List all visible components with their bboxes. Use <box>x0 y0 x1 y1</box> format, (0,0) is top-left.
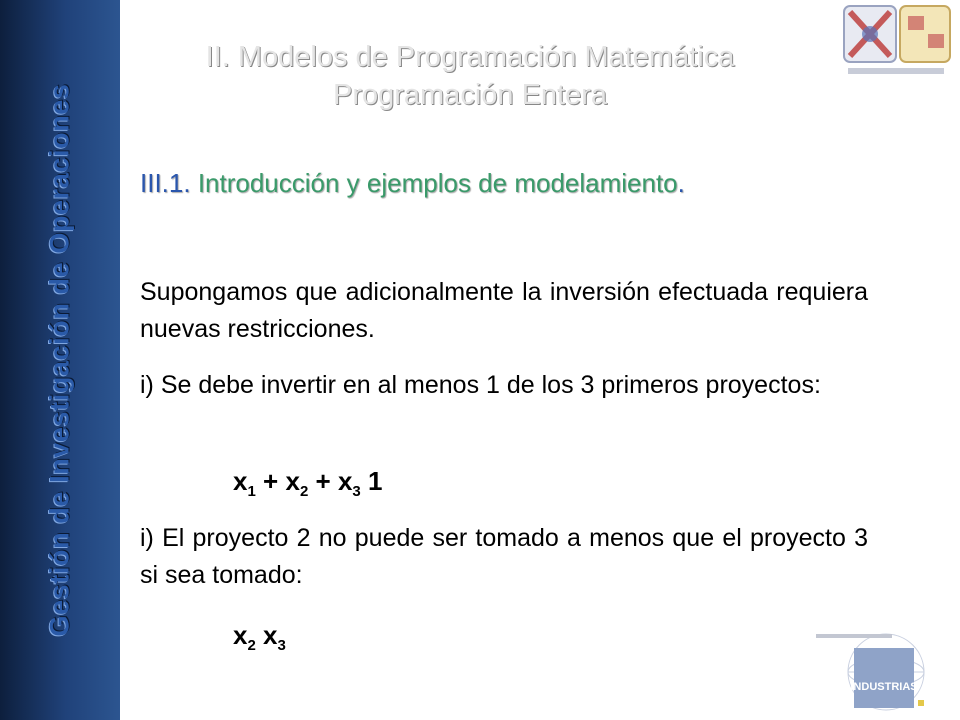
section-subtitle <box>140 168 685 199</box>
constraint-2-text: i) El proyecto 2 no puede ser tomado a menos que el proyecto 3 si sea tomado: <box>140 524 868 589</box>
sidebar <box>0 0 120 720</box>
slide-header <box>140 38 800 114</box>
formula-2: $x_2$ $x_3$ <box>233 620 286 655</box>
section-number: III.1. <box>140 168 191 198</box>
section-title: Introducción y ejemplos de modelamiento <box>197 168 678 198</box>
intro-paragraph: Supongamos que adicionalmente la inversión efectuada requiera nuevas restricciones. <box>140 278 868 343</box>
header-line-1: II. Modelos de Programación Matemática <box>205 41 735 73</box>
formula-1: $x_1 + x_2 + x_3$ 1 <box>233 466 383 501</box>
header-line-2: Programación Entera <box>332 79 608 111</box>
industrias-logo-text: INDUSTRIAS <box>850 681 918 693</box>
industrias-logo <box>814 630 944 714</box>
university-logo <box>838 2 956 86</box>
sidebar-title: Gestión de Investigación de Operaciones <box>44 83 75 637</box>
section-title-dot: . <box>677 168 685 198</box>
constraint-1-text: i) Se debe invertir en al menos 1 de los 3 primeros proyectos: <box>140 371 821 399</box>
